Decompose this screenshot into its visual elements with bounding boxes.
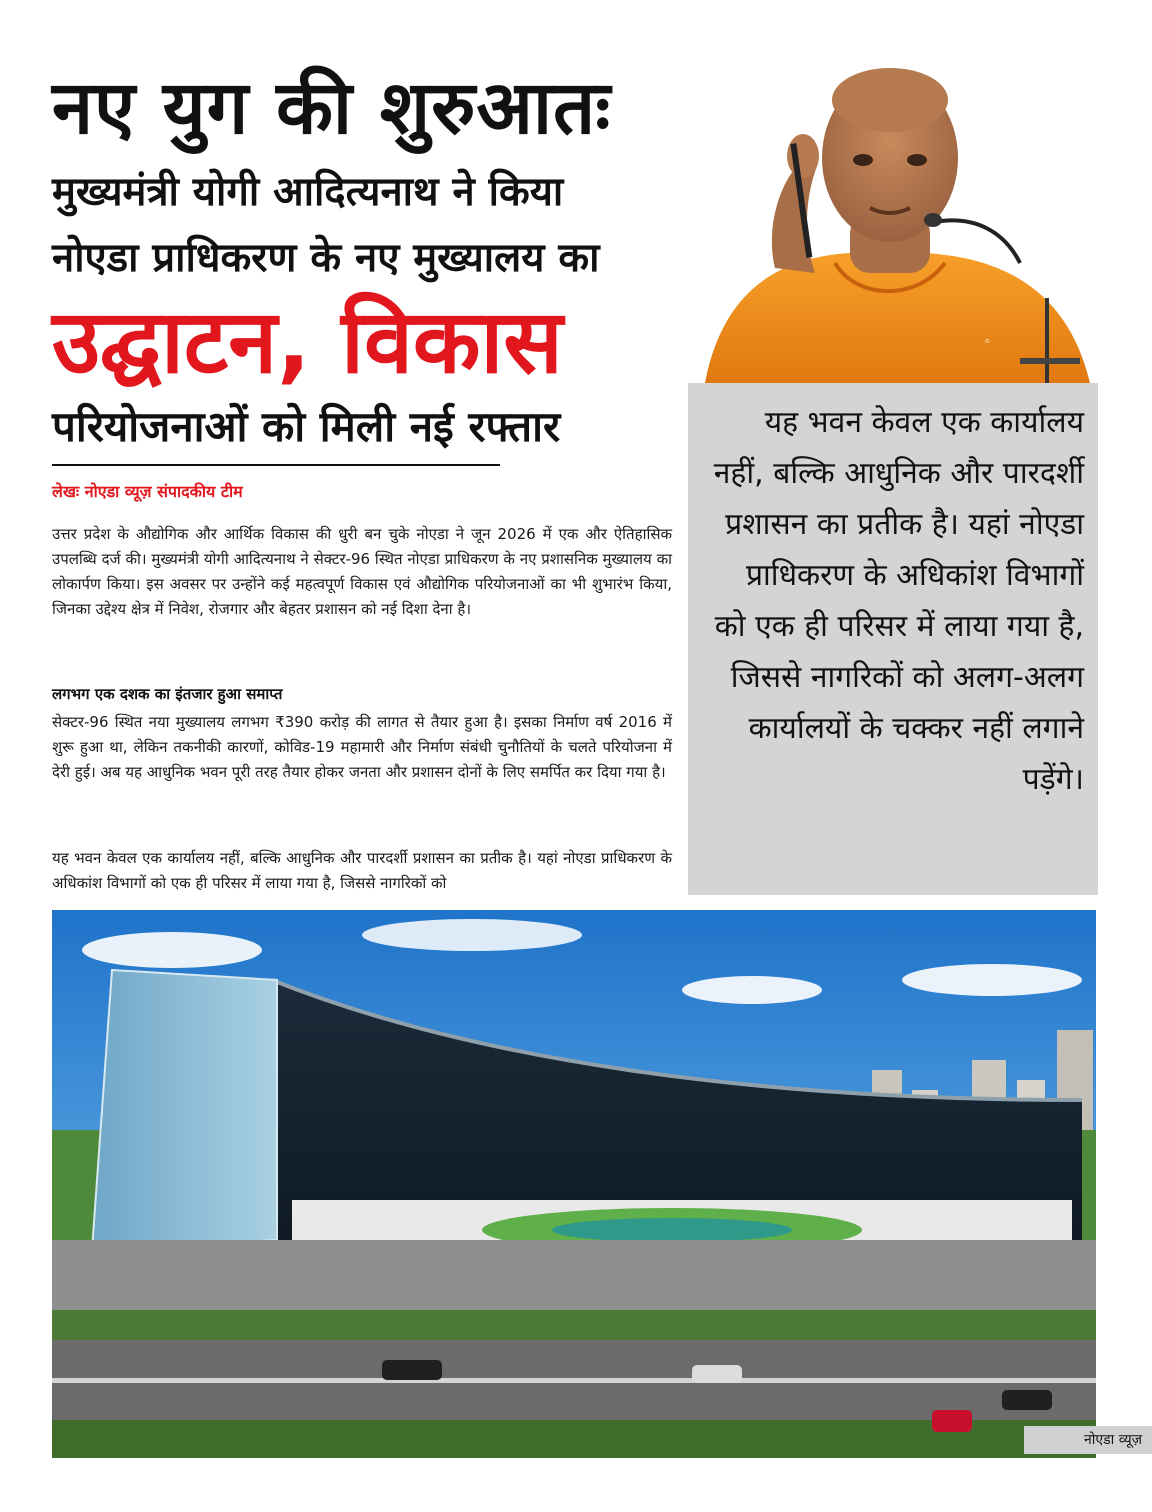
article-paragraph-2: सेक्टर-96 स्थित नया मुख्यालय लगभग ₹390 करोड़ की लागत से तैयार हुआ है। इसका निर्माण वर्ष 2016 में शुरू हुआ था, लेकिन तकनीकी कारणों, कोविड-19 महामारी और निर्माण संबंधी चुनौतियों के चलते परियोजना में देरी हुई। अब यह आधुनिक भवन पूरी तरह तैयार होकर जनता और प्रशासन दोनों के लिए समर्पित कर दिया गया है। (52, 713, 672, 781)
article-paragraph-3: यह भवन केवल एक कार्यालय नहीं, बल्कि आधुनिक और पारदर्शी प्रशासन का प्रतीक है। यहां नोएडा प्राधिकरण के अधिकांश विभागों को एक ही परिसर में लाया गया है, जिससे नागरिकों को (52, 849, 672, 892)
article-headline (52, 60, 692, 458)
chief-minister-photo (685, 48, 1097, 383)
building-illustration (52, 910, 1096, 1458)
headquarters-building-photo (52, 910, 1096, 1458)
headline-line-3: नोएडा प्राधिकरण के नए मुख्यालय का (52, 235, 600, 281)
headline-line-2: मुख्यमंत्री योगी आदित्यनाथ ने किया (52, 169, 564, 215)
article-subheading: लगभग एक दशक का इंतजार हुआ समाप्त (52, 685, 283, 703)
pull-quote-box (688, 383, 1098, 895)
headline-line-5: परियोजनाओं को मिली नई रफ्तार (52, 402, 561, 451)
pull-quote-text: यह भवन केवल एक कार्यालय नहीं, बल्कि आधुनिक और पारदर्शी प्रशासन का प्रतीक है। यहां नोएडा प्राधिकरण के अधिकांश विभागों को एक ही परिसर में लाया गया है, जिससे नागरिकों को अलग-अलग कार्यालयों के चक्कर नहीं लगाने पड़ेंगे। (713, 405, 1084, 797)
byline-divider (52, 464, 500, 466)
article-paragraph-1: उत्तर प्रदेश के औद्योगिक और आर्थिक विकास की धुरी बन चुके नोएडा ने जून 2026 में एक और ऐतिहासिक उपलब्धि दर्ज की। मुख्यमंत्री योगी आदित्यनाथ ने सेक्टर-96 स्थित नोएडा प्राधिकरण के नए प्रशासनिक मुख्यालय का लोकार्पण किया। इस अवसर पर उन्होंने कई महत्वपूर्ण विकास एवं औद्योगिक परियोजनाओं का भी शुभारंभ किया, जिनका उद्देश्य क्षेत्र में निवेश, रोजगार और बेहतर प्रशासन को नई दिशा देना है। (52, 525, 672, 618)
headline-line-1: नए युग की शुरुआतः (52, 65, 612, 151)
footer-publication-name: नोएडा व्यूज़ (1084, 1432, 1142, 1448)
portrait-illustration (685, 48, 1097, 383)
footer-publication-tab (1024, 1426, 1152, 1454)
headline-line-4-highlight: उद्घाटन, विकास (52, 290, 563, 393)
svg-text:©: © (985, 339, 990, 345)
byline: लेखः नोएडा व्यूज़ संपादकीय टीम (52, 482, 243, 501)
